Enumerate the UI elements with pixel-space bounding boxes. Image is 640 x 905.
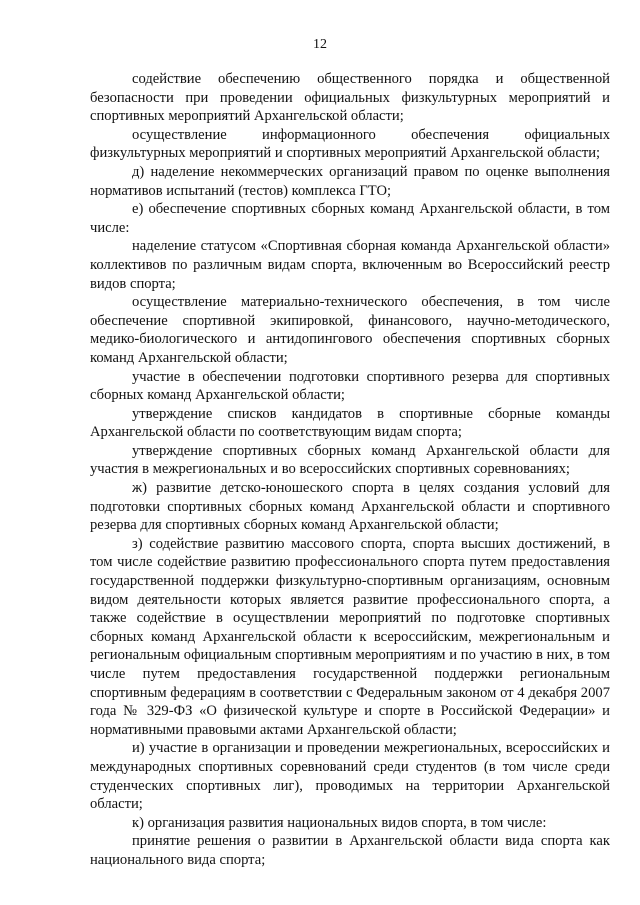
paragraph: утверждение списков кандидатов в спортивные сборные команды Архангельской области по соответствующим видам спорта; [90,405,610,441]
paragraph: осуществление материально-технического обеспечения, в том числе обеспечение спортивной экипировкой, финансового, научно-методического, медико-биологического и антидопингового обеспечения спортивных сборных команд Архангельской области; [90,294,610,366]
document-body [90,70,610,870]
paragraph: наделение статусом «Спортивная сборная команда Архангельской области» коллективов по различным видам спорта, включенным во Всероссийский реестр видов спорта; [90,238,610,292]
paragraph: осуществление информационного обеспечения официальных физкультурных мероприятий и спортивных мероприятий Архангельской области; [90,126,610,162]
paragraph: принятие решения о развитии в Архангельской области вида спорта как национального вида спорта; [90,833,610,868]
paragraph: к) организация развития национальных видов спорта, в том числе: [132,814,547,831]
paragraph: д) наделение некоммерческих организаций правом по оценке выполнения нормативов испытаний (тестов) комплекса ГТО; [90,163,610,199]
paragraph: и) участие в организации и проведении межрегиональных, всероссийских и международных спортивных соревнований среди студентов (в том числе среди студенческих спортивных лиг), проводимых на территории Архангельской области; [90,740,610,813]
paragraph: з) содействие развитию массового спорта, спорта высших достижений, в том числе содействие развитию профессионального спорта путем предоставления государственной поддержки физкультурно-спортивным организациям, основным видом деятельности которых является развитие профессионального спорта, а также содействие в осуществлении мероприятий по подготовке спортивных сборных команд Архангельской области к всероссийским, межрегиональным и региональным официальным спортивным мероприятиям и по участию в них, в том числе путем предоставления государственной поддержки региональным спортивным федерациям в соответствии с Федеральным законом от 4 декабря 2007 года № 329-ФЗ «О физической культуре и спорте в Российской Федерации» и нормативными правовыми актами Архангельской области; [90,535,610,738]
page-number: 12 [313,37,327,52]
paragraph: е) обеспечение спортивных сборных команд Архангельской области, в том числе: [90,201,610,236]
paragraph: ж) развитие детско-юношеского спорта в целях создания условий для подготовки спортивных сборных команд Архангельской области и спортивного резерва для спортивных сборных команд Архангельской области; [90,480,610,534]
paragraph: содействие обеспечению общественного порядка и общественной безопасности при проведении официальных физкультурных мероприятий и спортивных мероприятий Архангельской области; [90,71,610,125]
paragraph: утверждение спортивных сборных команд Архангельской области для участия в межрегиональных и во всероссийских спортивных соревнованиях; [90,442,610,478]
paragraph: участие в обеспечении подготовки спортивного резерва для спортивных сборных команд Архангельской области; [90,368,610,404]
